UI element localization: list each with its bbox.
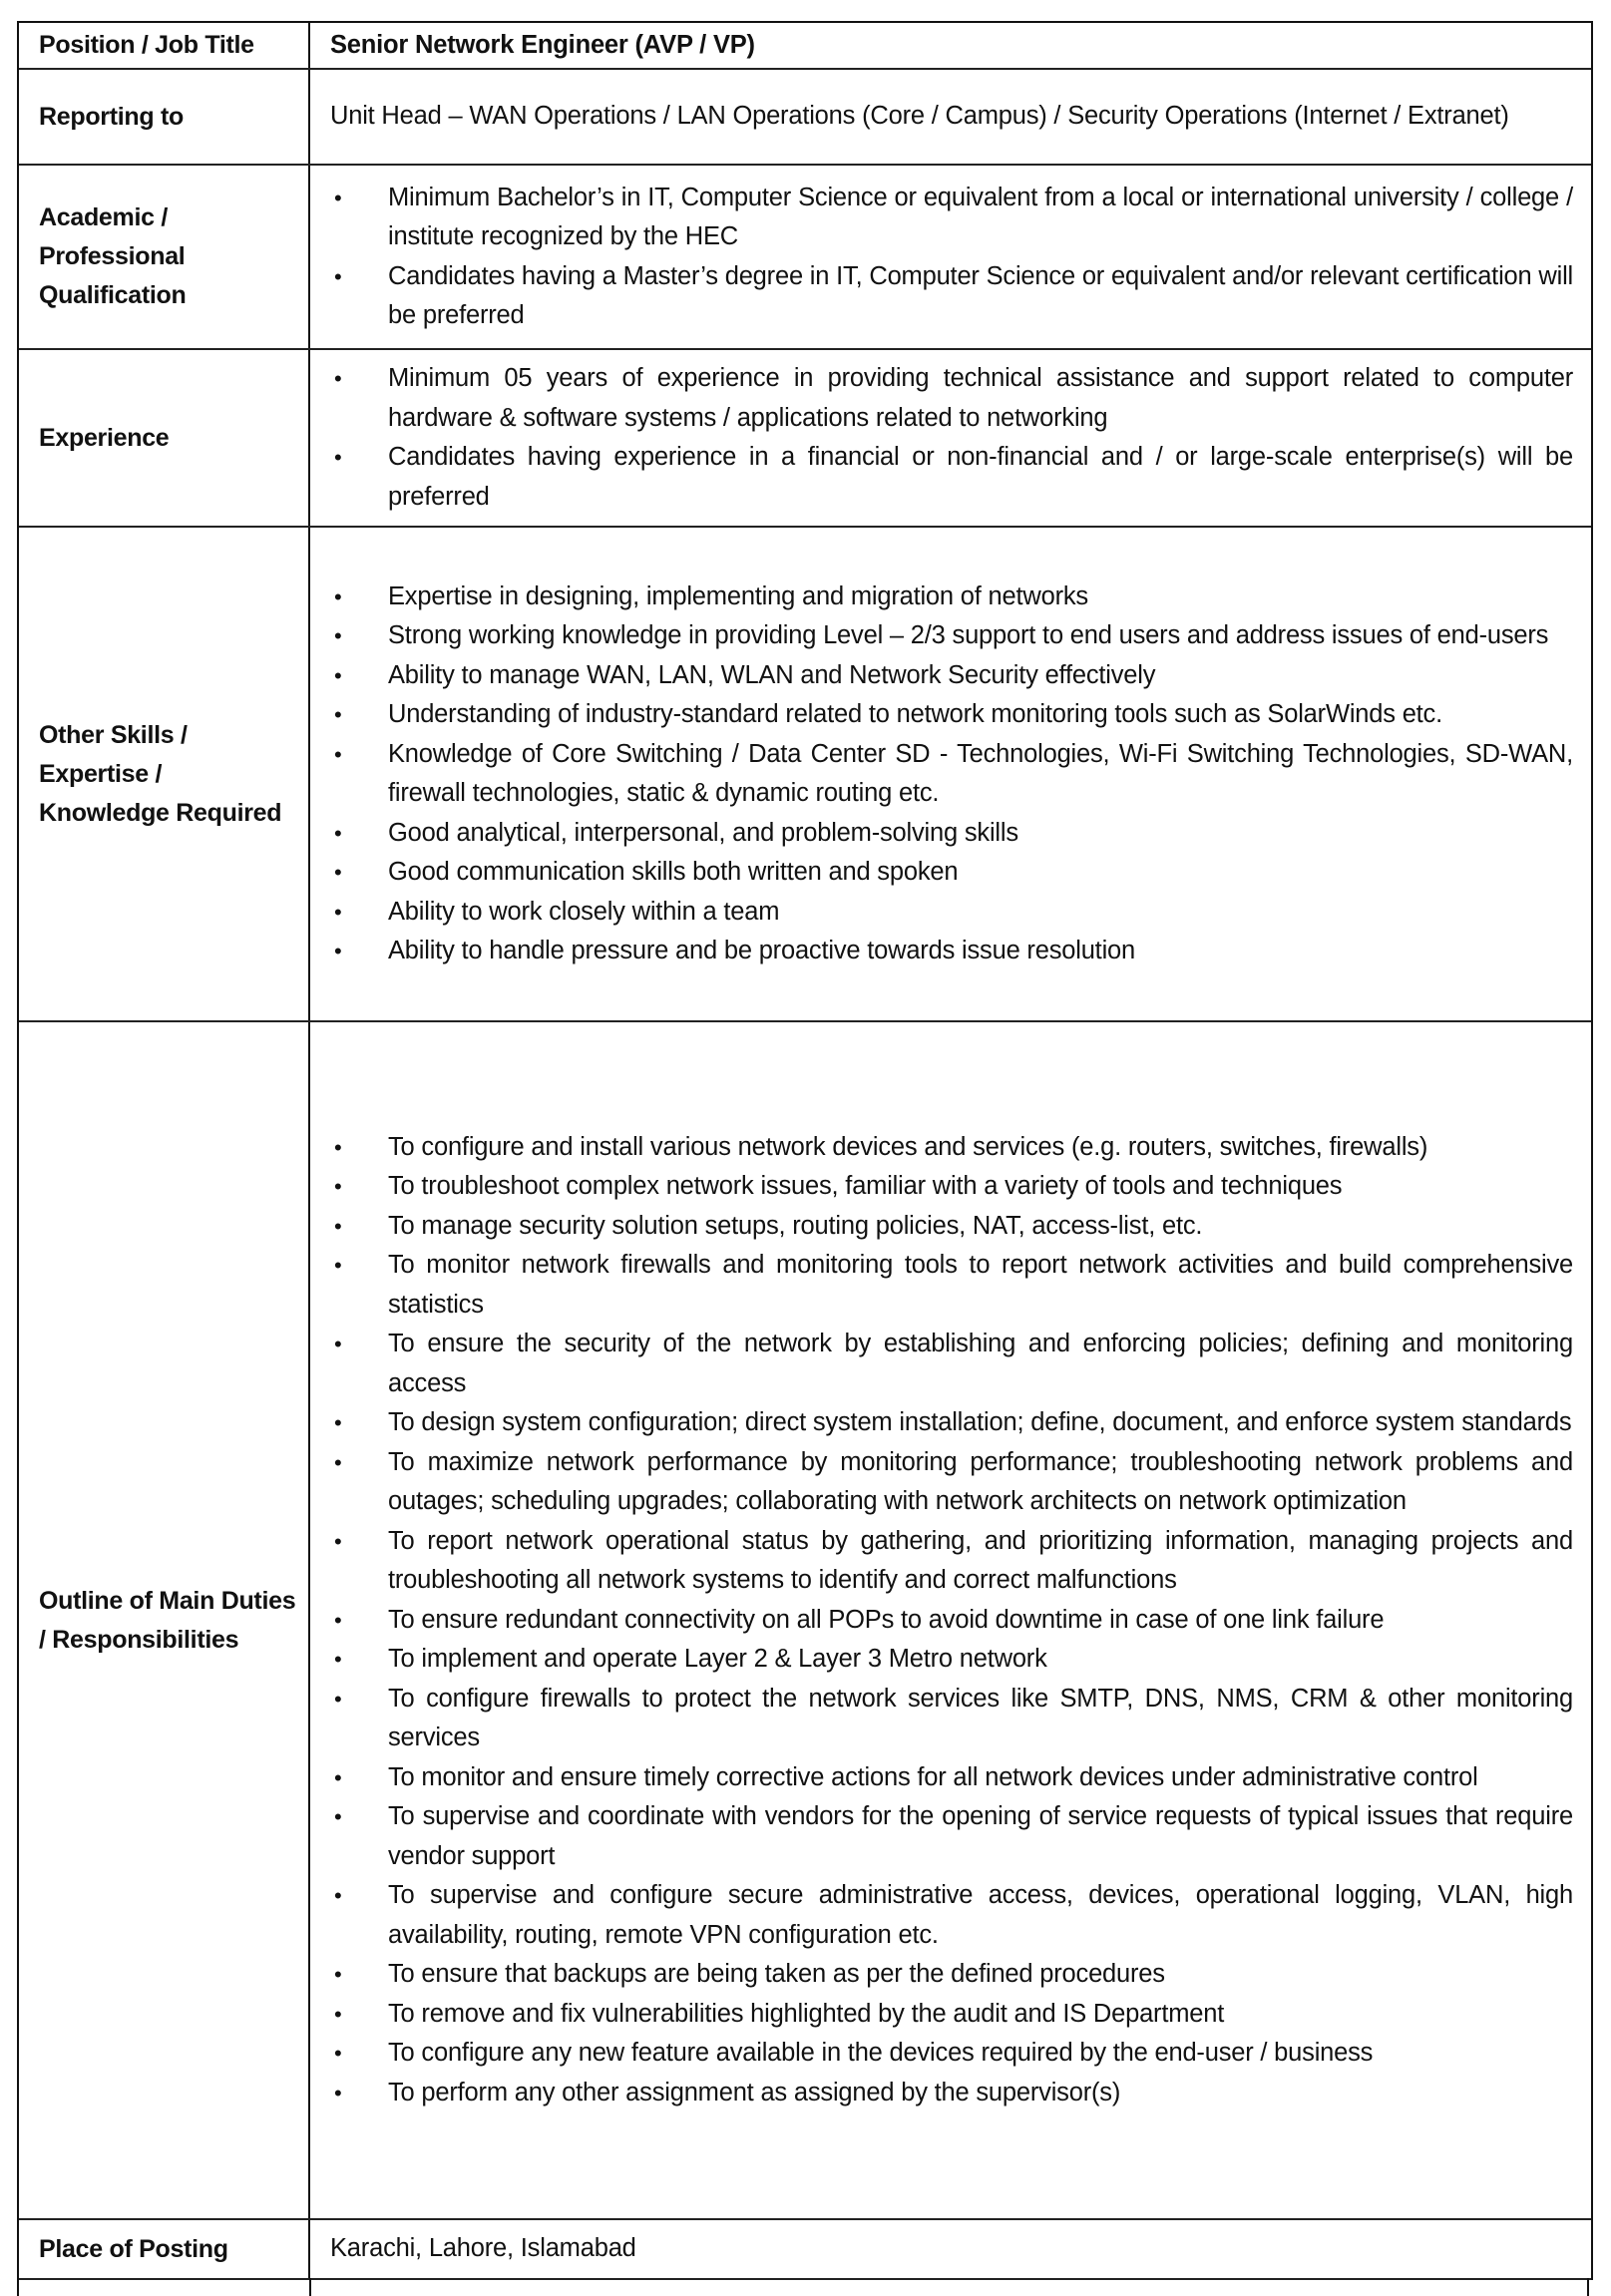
list-item	[330, 1640, 1573, 1680]
bullet-icon: •	[334, 1883, 342, 1909]
bullet-icon: •	[334, 1253, 342, 1279]
list-item	[330, 577, 1573, 617]
list-item-text: To supervise and coordinate with vendors for the opening of service requests of typical issues that require vendor support	[388, 1802, 1573, 1870]
skills-list	[330, 577, 1573, 971]
bullet-icon: •	[334, 1174, 342, 1200]
list-item	[330, 1443, 1573, 1522]
bullet-icon: •	[334, 1764, 342, 1790]
list-item-text: To ensure that backups are being taken as per the defined procedures	[388, 1960, 1165, 1989]
posting-label: Place of Posting	[19, 2220, 310, 2278]
list-item	[330, 656, 1573, 696]
bullet-icon: •	[334, 366, 342, 391]
row-qualification	[19, 166, 1591, 350]
list-item-text: To monitor and ensure timely corrective actions for all network devices under administrative control	[388, 1762, 1478, 1791]
row-posting	[19, 2220, 1591, 2280]
list-item	[330, 1522, 1573, 1601]
bullet-icon: •	[334, 741, 342, 767]
list-item-text: To configure firewalls to protect the network services like SMTP, DNS, NMS, CRM & other monitoring services	[388, 1684, 1573, 1752]
bullet-icon: •	[334, 860, 342, 885]
experience-value	[310, 350, 1591, 526]
list-item-text: To manage security solution setups, routing policies, NAT, access-list, etc.	[388, 1211, 1203, 1240]
bullet-icon: •	[334, 1134, 342, 1160]
reporting-label: Reporting to	[19, 70, 310, 164]
list-item-text: Ability to manage WAN, LAN, WLAN and Network Security effectively	[388, 660, 1156, 689]
bullet-icon: •	[334, 662, 342, 688]
bullet-icon: •	[334, 583, 342, 609]
bullet-icon: •	[334, 702, 342, 727]
bullet-icon: •	[334, 1332, 342, 1357]
job-description-table	[17, 21, 1593, 2280]
skills-label: Other Skills / Expertise / Knowledge Required	[19, 528, 310, 1020]
list-item	[330, 1955, 1573, 1995]
list-item-text: To ensure redundant connectivity on all POPs to avoid downtime in case of one link failure	[388, 1605, 1385, 1634]
list-item	[330, 359, 1573, 438]
posting-value: Karachi, Lahore, Islamabad	[330, 2234, 636, 2263]
bullet-icon: •	[334, 1607, 342, 1633]
list-item	[330, 853, 1573, 893]
table-continuation	[17, 2278, 1589, 2296]
list-item-text: Minimum 05 years of experience in providing technical assistance and support related to computer hardware & software systems / applications related to networking	[388, 364, 1573, 432]
list-item	[330, 893, 1573, 933]
list-item	[330, 1797, 1573, 1876]
bullet-icon: •	[334, 263, 342, 289]
bullet-icon: •	[334, 2001, 342, 2027]
bullet-icon: •	[334, 1686, 342, 1712]
bullet-icon: •	[334, 445, 342, 470]
bullet-icon: •	[334, 1962, 342, 1988]
bullet-icon: •	[334, 1647, 342, 1673]
list-item-text: To implement and operate Layer 2 & Layer 3 Metro network	[388, 1645, 1047, 1674]
bullet-icon: •	[334, 1213, 342, 1239]
experience-list	[330, 359, 1573, 517]
list-item	[330, 1246, 1573, 1325]
list-item	[330, 179, 1573, 257]
position-label: Position / Job Title	[19, 23, 310, 68]
list-item	[330, 1403, 1573, 1443]
qualification-value	[310, 166, 1591, 348]
list-item	[330, 695, 1573, 735]
list-item-text: To design system configuration; direct system installation; define, document, and enforce system standards	[388, 1408, 1572, 1437]
position-value: Senior Network Engineer (AVP / VP)	[330, 30, 755, 59]
bullet-icon: •	[334, 899, 342, 925]
bullet-icon: •	[334, 2080, 342, 2105]
list-item-text: Ability to handle pressure and be proactive towards issue resolution	[388, 937, 1135, 964]
list-item	[330, 438, 1573, 517]
list-item	[330, 1758, 1573, 1798]
row-reporting	[19, 70, 1591, 166]
list-item-text: Minimum Bachelor’s in IT, Computer Science or equivalent from a local or international university / college / institute recognized by the HEC	[388, 183, 1573, 250]
duties-value	[310, 1022, 1591, 2218]
bullet-icon: •	[334, 1410, 342, 1436]
list-item-text: Candidates having a Master’s degree in IT, Computer Science or equivalent and/or relevant certification will be preferred	[388, 261, 1573, 329]
list-item-text: Good analytical, interpersonal, and problem-solving skills	[388, 818, 1018, 847]
list-item-text: Good communication skills both written and spoken	[388, 858, 959, 886]
column-divider	[309, 2278, 311, 2296]
row-duties	[19, 1022, 1591, 2220]
list-item-text: Strong working knowledge in providing Level – 2/3 support to end users and address issues of end-users	[388, 621, 1549, 649]
reporting-value: Unit Head – WAN Operations / LAN Operations (Core / Campus) / Security Operations (Internet / Extranet)	[330, 102, 1509, 131]
list-item	[330, 2034, 1573, 2074]
row-skills	[19, 528, 1591, 1022]
list-item	[330, 932, 1573, 971]
list-item	[330, 1325, 1573, 1403]
list-item-text: To troubleshoot complex network issues, familiar with a variety of tools and techniques	[388, 1172, 1343, 1201]
list-item	[330, 1167, 1573, 1207]
row-position	[19, 23, 1591, 70]
bullet-icon: •	[334, 1528, 342, 1554]
list-item-text: Candidates having experience in a financial or non-financial and / or large-scale enterprise(s) will be preferred	[388, 443, 1573, 511]
list-item-text: Knowledge of Core Switching / Data Center SD - Technologies, Wi-Fi Switching Technologies, SD-WAN, firewall technologies, static & dynamic routing etc.	[388, 739, 1573, 807]
bullet-icon: •	[334, 1449, 342, 1475]
list-item-text: To ensure the security of the network by establishing and enforcing policies; defining and monitoring access	[388, 1330, 1573, 1397]
bullet-icon: •	[334, 820, 342, 846]
list-item	[330, 735, 1573, 814]
list-item-text: Understanding of industry-standard related to network monitoring tools such as SolarWinds etc.	[388, 700, 1442, 728]
qualification-label: Academic / Professional Qualification	[19, 166, 310, 348]
list-item-text: To remove and fix vulnerabilities highlighted by the audit and IS Department	[388, 1999, 1225, 2028]
experience-label: Experience	[19, 350, 310, 526]
row-experience	[19, 350, 1591, 528]
list-item-text: To configure any new feature available in the devices required by the end-user / business	[388, 2039, 1374, 2068]
list-item-text: To supervise and configure secure administrative access, devices, operational logging, VLAN, high availability, routing, remote VPN configuration etc.	[388, 1881, 1573, 1949]
list-item-text: Ability to work closely within a team	[388, 897, 780, 926]
duties-label: Outline of Main Duties / Responsibilities	[19, 1022, 310, 2218]
list-item	[330, 814, 1573, 854]
duties-list	[330, 1128, 1573, 2113]
list-item	[330, 1207, 1573, 1247]
list-item-text: To report network operational status by gathering, and prioritizing information, managing projects and troubleshooting all network systems to identify and correct malfunctions	[388, 1526, 1573, 1595]
bullet-icon: •	[334, 185, 342, 210]
bullet-icon: •	[334, 1804, 342, 1830]
list-item	[330, 616, 1573, 656]
list-item	[330, 257, 1573, 336]
list-item-text: Expertise in designing, implementing and migration of networks	[388, 581, 1088, 610]
list-item	[330, 1601, 1573, 1641]
bullet-icon: •	[334, 623, 342, 648]
bullet-icon: •	[334, 939, 342, 963]
list-item-text: To monitor network firewalls and monitoring tools to report network activities and build comprehensive statistics	[388, 1251, 1573, 1319]
bullet-icon: •	[334, 2041, 342, 2067]
list-item	[330, 1128, 1573, 1168]
list-item-text: To maximize network performance by monitoring performance; troubleshooting network problems and outages; scheduling upgrades; collaborating with network architects on network optimization	[388, 1447, 1573, 1516]
list-item-text: To configure and install various network devices and services (e.g. routers, switches, firewalls)	[388, 1132, 1428, 1161]
list-item	[330, 1876, 1573, 1955]
list-item	[330, 1995, 1573, 2035]
skills-value	[310, 528, 1591, 1020]
qualification-list	[330, 179, 1573, 336]
list-item	[330, 1680, 1573, 1758]
list-item-text: To perform any other assignment as assigned by the supervisor(s)	[388, 2078, 1121, 2106]
list-item	[330, 2074, 1573, 2113]
